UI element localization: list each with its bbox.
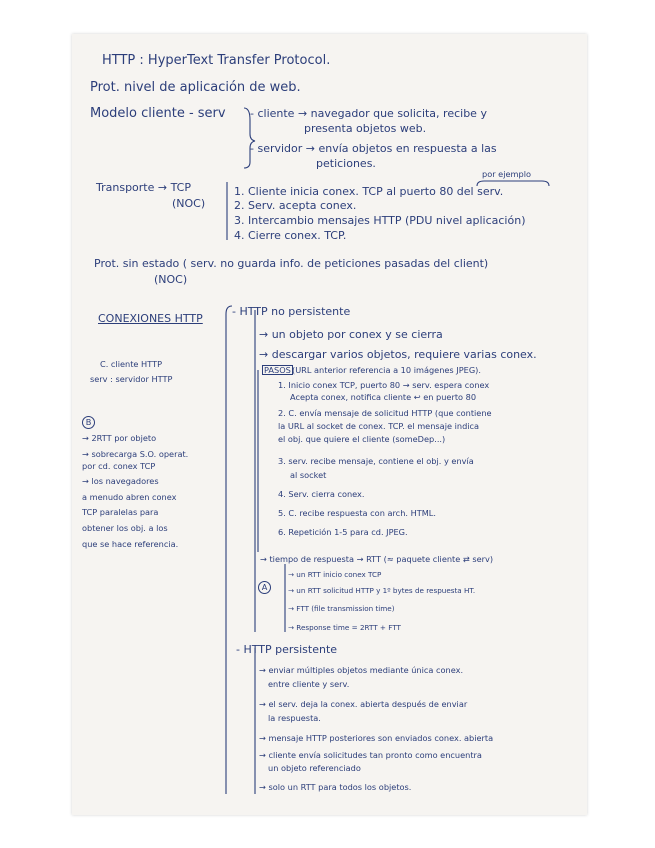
modelo-label: Modelo cliente - serv (90, 106, 226, 121)
p-item-5: → solo un RTT para todos los objetos. (259, 782, 412, 792)
transporte-step-3: 3. Intercambio mensajes HTTP (PDU nivel aplicación) (234, 214, 526, 227)
rtt-item-2: → un RTT solicitud HTTP y 1º bytes de respuesta HT. (288, 586, 476, 595)
p-item-2a: → el serv. deja la conex. abierta después de enviar (259, 699, 468, 709)
bracket-conexiones (226, 306, 232, 794)
rtt-item-4: → Response time = 2RTT + FTT (288, 623, 401, 632)
modelo-servidor-line1: - servidor → envía objetos en respuesta a las (250, 142, 497, 155)
http-no-persistente: - HTTP no persistente (232, 305, 351, 318)
circle-b-marker: B (82, 416, 95, 429)
step-6: 6. Repetición 1-5 para cd. JPEG. (278, 527, 408, 537)
modelo-servidor-line2: peticiones. (316, 157, 376, 170)
step-4: 4. Serv. cierra conex. (278, 489, 365, 499)
side-note-6: TCP paralelas para (82, 507, 159, 517)
step-2b: la URL al socket de conex. TCP. el mensaje indica (278, 421, 480, 431)
step-1a: 1. Inicio conex TCP, puerto 80 → serv. espera conex (278, 380, 490, 390)
side-note-8: que se hace referencia. (82, 539, 179, 549)
np-item-2: → descargar varios objetos, requiere varias conex. (259, 348, 537, 361)
rtt-item-1: → un RTT inicio conex TCP (288, 570, 382, 579)
side-note-2: → sobrecarga S.O. operat. (82, 449, 189, 459)
page-title: HTTP : HyperText Transfer Protocol. (102, 53, 331, 68)
modelo-cliente-line1: - cliente → navegador que solicita, recibe y (250, 107, 487, 120)
legend-cliente: C. cliente HTTP (100, 359, 163, 369)
p-item-1b: entre cliente y serv. (268, 679, 350, 689)
side-note-3: por cd. conex TCP (82, 461, 156, 471)
p-item-1a: → enviar múltiples objetos mediante única conex. (259, 665, 464, 675)
conexiones-title: CONEXIONES HTTP (98, 312, 203, 325)
response-time-line: → tiempo de respuesta → RTT (≈ paquete cliente ⇄ serv) (260, 554, 494, 564)
pasos-text: (URL anterior referencia a 10 imágenes JPEG). (292, 365, 481, 375)
side-note-5: a menudo abren conex (82, 492, 177, 502)
transporte-sub: (NOC) (172, 197, 206, 210)
pasos-label: PASOS (264, 365, 291, 375)
np-item-1: → un objeto por conex y se cierra (259, 328, 443, 341)
side-note-4: → los navegadores (82, 476, 159, 486)
step-2c: el obj. que quiere el cliente (someDep...) (278, 434, 446, 444)
por-ejemplo-note: por ejemplo (482, 169, 531, 179)
side-note-1: → 2RTT por objeto (82, 433, 157, 443)
stateless-line2: (NOC) (154, 273, 188, 286)
p-item-4b: un objeto referenciado (268, 763, 361, 773)
transporte-step-2: 2. Serv. acepta conex. (234, 199, 357, 212)
http-persistente: - HTTP persistente (236, 643, 338, 656)
notebook-page (72, 34, 587, 815)
step-2a: 2. C. envía mensaje de solicitud HTTP (que contiene (278, 408, 492, 418)
rtt-item-3: → FTT (file transmission time) (288, 604, 395, 613)
p-item-2b: la respuesta. (268, 713, 321, 723)
step-3b: al socket (290, 470, 327, 480)
stateless-line1: Prot. sin estado ( serv. no guarda info. de peticiones pasadas del client) (94, 257, 489, 270)
side-note-7: obtener los obj. a los (82, 523, 168, 533)
transporte-label: Transporte → TCP (96, 181, 191, 194)
p-item-4a: → cliente envía solicitudes tan pronto como encuentra (259, 750, 482, 760)
transporte-step-1: 1. Cliente inicia conex. TCP al puerto 80 del serv. (234, 185, 504, 198)
modelo-cliente-line2: presenta objetos web. (304, 122, 427, 135)
prot-level-line: Prot. nivel de aplicación de web. (90, 80, 301, 95)
step-5: 5. C. recibe respuesta con arch. HTML. (278, 508, 436, 518)
circle-a-marker: A (258, 581, 271, 594)
step-3a: 3. serv. recibe mensaje, contiene el obj. y envía (278, 456, 474, 466)
step-1b: Acepta conex, notifica cliente ↩ en puerto 80 (290, 392, 477, 402)
transporte-step-4: 4. Cierre conex. TCP. (234, 229, 347, 242)
legend-servidor: serv : servidor HTTP (90, 374, 173, 384)
p-item-3: → mensaje HTTP posteriores son enviados conex. abierta (259, 733, 494, 743)
